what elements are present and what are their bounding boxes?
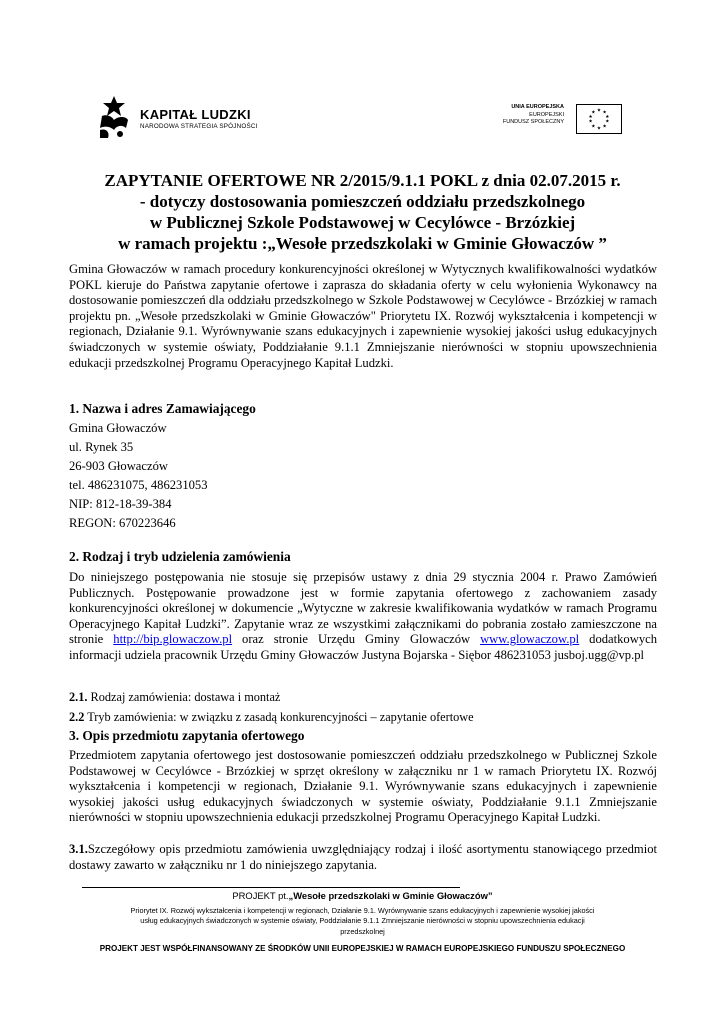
- footer-line: usług edukacyjnych świadczonych w systemie oświaty, Poddziałanie 9.1.1 Zmniejszanie nierówności w stopniu upowszechnienia edukacji: [140, 916, 585, 926]
- eu-logo-line3: FUNDUSZ SPOŁECZNY: [502, 119, 564, 126]
- kapital-ludzki-logo: [96, 94, 296, 142]
- footer-cofinancing: PROJEKT JEST WSPÓŁFINANSOWANY ZE ŚRODKÓW UNII EUROPEJSKIEJ W RAMACH EUROPEJSKIEGO FUNDUSZU SPOŁECZNEGO: [99, 944, 626, 953]
- title-line-3: w Publicznej Szkole Podstawowej w Cecylówce - Brzózkiej: [149, 213, 576, 232]
- section-2-1-text: Rodzaj zamówienia: dostawa i montaż: [87, 690, 281, 704]
- logo-kl-subtitle: NARODOWA STRATEGIA SPÓJNOŚCI: [140, 123, 258, 130]
- section-3-heading: 3. Opis przedmiotu zapytania ofertowego: [69, 728, 305, 743]
- section-2-1-number: 2.1.: [69, 690, 88, 704]
- eu-logo: [486, 104, 622, 134]
- eu-logo-line2: EUROPEJSKI: [529, 111, 564, 118]
- section-2-heading: 2. Rodzaj i tryb udzielenia zamówienia: [69, 549, 291, 564]
- footer-project-prefix: PROJEKT pt.: [232, 890, 289, 901]
- section-2-1: [69, 690, 280, 705]
- footer-project-name: „Wesołe przedszkolaki w Gminie Głowaczów”: [288, 890, 493, 901]
- title-line-4: w ramach projektu :„Wesołe przedszkolaki w Gminie Głowaczów ”: [118, 234, 607, 253]
- svg-text:★: ★: [591, 124, 596, 130]
- bip-link[interactable]: http://bip.glowaczow.pl: [113, 632, 233, 647]
- section-2-text-part: oraz stronie Urzędu Gminy Glowaczów: [232, 632, 481, 647]
- section-1-heading: 1. Nazwa i adres Zamawiającego: [69, 401, 256, 416]
- eu-flag-icon: [576, 104, 622, 134]
- logo-kl-title: KAPITAŁ LUDZKI: [140, 107, 251, 122]
- address-line: 26-903 Głowaczów: [69, 459, 168, 473]
- title-line-1: ZAPYTANIE OFERTOWE NR 2/2015/9.1.1 POKL z dnia 02.07.2015 r.: [104, 171, 621, 190]
- svg-text:★: ★: [602, 110, 607, 116]
- footer-divider: [82, 887, 460, 888]
- section-2-paragraph: [69, 570, 657, 664]
- eu-logo-line1: UNIA EUROPEJSKA: [511, 104, 564, 110]
- kapital-ludzki-mark-icon: [96, 94, 132, 140]
- section-3-paragraph: Przedmiotem zapytania ofertowego jest dostosowanie pomieszczeń oddziału przedszkolnego w Publicznej Szkole Podstawowej w Cecylówce - Brzózkiej w sprzęt określony w załączniku nr 1 w ramach Priorytetu IX. Rozwój wykształcenia i kompetencji w regionach, Działanie 9.1. Wyrównywanie szans edukacyjnych i zapewnienie wysokiej jakości usług edukacyjnych świadczonych w systemie oświaty, Poddziałanie 9.1.1 Zmniejszanie nierówności w stopniu upowszechnienia edukacji przedszkolnej Programu Operacyjnego Kapitał Ludzki.: [69, 748, 657, 825]
- svg-text:★: ★: [588, 119, 593, 125]
- svg-text:★: ★: [591, 110, 596, 116]
- svg-text:★: ★: [605, 119, 610, 125]
- svg-text:★: ★: [596, 126, 602, 132]
- intro-paragraph: Gmina Głowaczów w ramach procedury konkurencyjności określonej w Wytycznych kwalifikowalności wydatków POKL kieruje do Państwa zapytanie ofertowe i zaprasza do składania oferty w celu wyłonienia Wykonawcy na dostosowanie pomieszczeń dla oddziału przedszkolnego w Szkole Podstawowej w Cecylówce - Brzózkiej w ramach projektu pn. „Wesołe przedszkolaki w Gminie Głowaczów" Priorytetu IX. Rozwój wykształcenia i kompetencji w regionach, Działanie 9.1. Wyrównywanie szans edukacyjnych i zapewnienie wysokiej jakości usług edukacyjnych świadczonych w systemie oświaty, Poddziałanie 9.1.1 Zmniejszanie nierówności w stopniu upowszechnienia edukacji przedszkolnej Programu Operacyjnego Kapitał Ludzki.: [69, 262, 657, 370]
- address-line: REGON: 670223646: [69, 516, 176, 530]
- svg-text:★: ★: [602, 124, 607, 130]
- svg-text:★: ★: [588, 115, 593, 121]
- eu-logo-text: [503, 104, 564, 127]
- document-title: [0, 170, 725, 254]
- section-2-2: [69, 710, 474, 725]
- section-3-1-text: Szczegółowy opis przedmiotu zamówienia uwzględniający rodzaj i ilość asortymentu stanowiącego przedmiot dostawy zawarto w załączniku nr 1 do niniejszego zapytania.: [69, 842, 657, 872]
- title-line-2: - dotyczy dostosowania pomieszczeń oddziału przedszkolnego: [139, 192, 586, 211]
- footer-description: [0, 906, 725, 937]
- svg-text:★: ★: [605, 115, 610, 121]
- footer-line: przedszkolnej: [340, 926, 385, 936]
- section-3-1: [69, 842, 657, 873]
- address-line: tel. 486231075, 486231053: [69, 478, 208, 492]
- section-2-2-text: Tryb zamówienia: w związku z zasadą konkurencyjności – zapytanie ofertowe: [84, 710, 474, 724]
- footer-project-title: [0, 890, 725, 901]
- website-link[interactable]: www.glowaczow.pl: [480, 632, 580, 647]
- footer-line: Priorytet IX. Rozwój wykształcenia i kompetencji w regionach, Działanie 9.1. Wyrównywanie szans edukacyjnych i zapewnienie wysokiej jakości: [130, 906, 595, 915]
- section-2-text-part: dodatkowych informacji udziela pracownik Urzędu Gminy Głowaczów Justyna Bojarska - Siębor 486231053 jusboj.ugg@vp.pl: [69, 632, 657, 662]
- address-line: Gmina Głowaczów: [69, 421, 167, 435]
- section-2-2-number: 2.2: [69, 710, 85, 724]
- address-line: NIP: 812-18-39-384: [69, 497, 172, 511]
- svg-text:★: ★: [596, 108, 602, 114]
- address-line: ul. Rynek 35: [69, 440, 134, 454]
- section-2-text-part: Do niniejszego postępowania nie stosuje się przepisów ustawy z dnia 29 stycznia 2004 r. Prawo Zamówień Publicznych. Postępowanie prowadzone jest w formie zapytania ofertowego z zachowaniem zasady konkurencyjności określonej w dokumencie „Wytyczne w zakresie kwalifikowania wydatków w ramach Programu Operacyjnego Kapitał Ludzki”. Zapytanie wraz ze wszystkimi załącznikami do pobrania zostało zamieszczone na stronie: [69, 570, 657, 647]
- section-3-1-number: 3.1.: [69, 842, 88, 856]
